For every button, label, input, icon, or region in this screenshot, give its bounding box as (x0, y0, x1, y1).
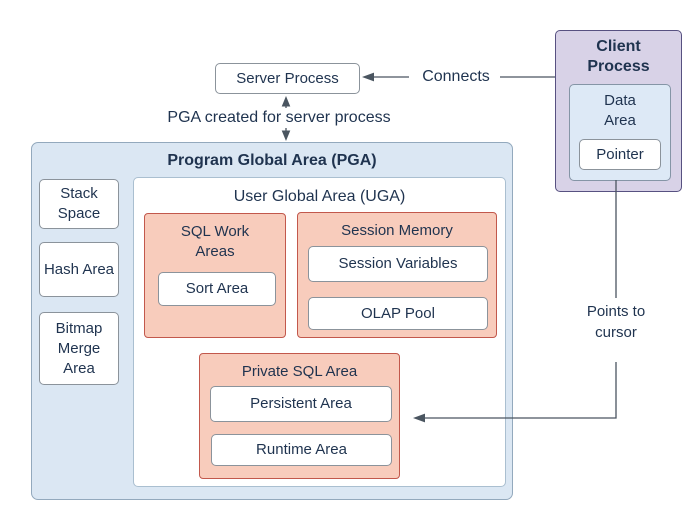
data-area-title: Data Area (604, 92, 636, 129)
client-process-title: Client Process (587, 38, 650, 75)
up-arrowhead-icon (282, 96, 291, 107)
sort-area-node (158, 272, 276, 306)
olap-pool-label: OLAP Pool (361, 304, 435, 322)
points-to-cursor-label: Points to cursor (586, 303, 646, 341)
sql-work-areas-container (144, 213, 286, 338)
persistent-area-label: Persistent Area (250, 395, 352, 412)
sort-area-label: Sort Area (185, 280, 249, 297)
server-process-label: Server Process (236, 69, 339, 87)
stack-space-node (39, 179, 119, 229)
hash-area-node (39, 242, 119, 297)
bitmap-merge-area-label: Bitmap Merge Area (55, 319, 103, 377)
session-memory-title: Session Memory (341, 222, 453, 239)
olap-pool-node (308, 297, 488, 330)
connects-label: Connects (422, 68, 490, 85)
persistent-area-node (210, 386, 392, 422)
pointer-node (579, 139, 661, 170)
client-process-container (555, 30, 682, 192)
connects-arrowhead-icon (362, 73, 374, 82)
down-arrowhead-icon (282, 131, 291, 142)
private-sql-area-container (199, 353, 400, 479)
pointer-label: Pointer (596, 145, 644, 163)
bitmap-merge-area-node (39, 312, 119, 385)
data-area-container (569, 84, 671, 181)
hash-area-label: Hash Area (43, 260, 115, 278)
session-variables-label: Session Variables (338, 255, 458, 272)
pga-created-label: PGA created for server process (167, 109, 391, 126)
runtime-area-node (211, 434, 392, 466)
pga-title: Program Global Area (PGA) (167, 152, 377, 169)
session-variables-node (308, 246, 488, 282)
uga-title: User Global Area (UGA) (233, 188, 406, 205)
uga-container (133, 177, 506, 487)
session-memory-container (297, 212, 497, 338)
runtime-area-label: Runtime Area (256, 441, 347, 458)
sql-work-areas-title: SQL Work Areas (180, 223, 250, 260)
stack-space-label: Stack Space (57, 185, 101, 222)
pga-container (31, 142, 513, 500)
server-process-node (215, 63, 360, 94)
private-sql-area-title: Private SQL Area (241, 363, 358, 380)
